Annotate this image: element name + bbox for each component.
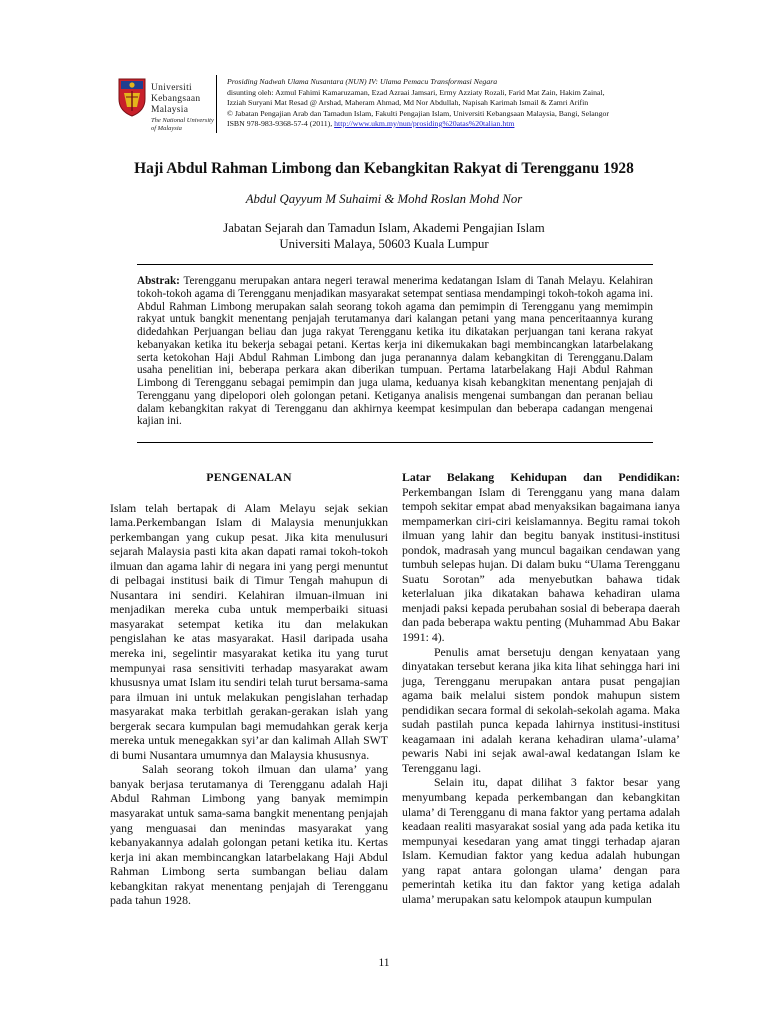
affiliation-line2: Universiti Malaya, 50603 Kuala Lumpur (279, 237, 489, 251)
abstract-label: Abstrak: (137, 275, 180, 287)
editors-line1: disunting oleh: Azmul Fahimi Kamaruzaman, Ezad Azraai Jamsari, Ermy Azziaty Rozali, Farid Mat Zain, Hakim Zainal, (227, 87, 605, 97)
abstract (137, 275, 653, 428)
left-column (110, 470, 388, 908)
logo-name-line1: Universiti (151, 83, 192, 93)
logo-name-line2: Kebangsaan (151, 94, 201, 104)
right-paragraph-1 (402, 470, 680, 645)
header-divider (216, 75, 217, 133)
logo-tagline-line2: of Malaysia (151, 124, 182, 132)
right-paragraph-3: Selain itu, dapat dilihat 3 faktor besar yang menyumbang kepada perkembangan dan kebangkitan ulama’ di Terengganu di mana faktor yang pertama adalah keadaan realiti masyarakat sosial yang ada pada ketika itu mempunyai kesedaran yang amat tinggi terhadap ajaran Islam. Kemudian faktor yang kedua adalah hubungan yang rapat antara golongan ulama’ dengan para pemerintah ketika itu dan faktor yang ketiga adalah ulama’ merupakan satu kelompok ataupun kumpulan (402, 775, 680, 906)
isbn-text: ISBN 978-983-9368-57-4 (2011), (227, 119, 335, 128)
paper-title: Haji Abdul Rahman Limbong dan Kebangkitan Rakyat di Terengganu 1928 (134, 160, 634, 177)
editors-line2: Izziah Suryani Mat Resad @ Arshad, Maheram Ahmad, Md Nor Abdullah, Napisah Karimah Ismail & Zamri Arifin (227, 98, 589, 107)
isbn-line (227, 119, 687, 130)
university-crest-icon (117, 77, 147, 117)
right-paragraph-1-text: Perkembangan Islam di Terengganu yang mana dalam tempoh sekitar empat abad menyaksikan bagaimana ianya mempamerkan ciri-ciri keislamannya. Begitu ramai tokoh ilmuan yang lahir dan begitu banyak institusi-institusi pondok, madrasah yang muncul bagaikan cendawan yang tumbuh selepas hujan. Di dalam buku “Ulama Terengganu Suatu Sorotan” ada menyebutkan bahawa tidak keterlaluan jika dikatakan bahawa kehadiran ulama menjadi paksi kepada perubahan sosial di beberapa daerah dan pada beberapa waktu penting (Muhammad Abu Bakar 1991: 4). (402, 484, 680, 645)
abstract-text: Terengganu merupakan antara negeri terawal menerima kedatangan Islam di Tanah Melayu. Kelahiran tokoh-tokoh agama di Terengganu menjadikan masyarakat setempat sentiasa mendampingi tokoh-tokoh agama ini. Abdul Rahman Limbong merupakan salah seorang tokoh agama dan pemimpin di Terengganu yang memimpin rakyat untuk bangkit menentang penjajah terutamanya dari kalangan petani yang mana penceritaannya kurang didedahkan Perjuangan beliau dan juga rakyat Terengganu ketika itu dikatakan perjuangan tani kerana rakyat kebanyakan ketika itu bekerja sebagai petani. Kertas kerja ini dikemukakan bagi membincangkan latarbelakang serta ketokohan Haji Abdul Rahman Limbong dan juga peranannya dalam kebangkitan di Terengganu.Dalam usaha penelitian ini, beberapa perkara akan diberikan tumpuan. Pertama latarbelakang Haji Abdul Rahman Limbong di Terengganu sebagai pemimpin dan juga ulama, keduanya kisah kebangkitan menentang penjajah di Terengganu yang dipelopori oleh golongan petani. Ketiganya analisis mengenai sumbangan dan peranan beliau dalam kebangkitan rakyat di Terengganu dan akhirnya keempat kesimpulan dan beberapa cadangan mengenai kajian ini. (137, 275, 653, 428)
author-affiliation (110, 220, 658, 252)
abstract-bottom-rule (137, 442, 653, 443)
paper-authors: Abdul Qayyum M Suhaimi & Mohd Roslan Mohd Nor (245, 192, 523, 206)
affiliation-line1: Jabatan Sejarah dan Tamadun Islam, Akademi Pengajian Islam (223, 221, 545, 235)
section-heading-pengenalan: PENGENALAN (206, 470, 292, 484)
proceedings-url-link[interactable]: http://www.ukm.my/nun/prosiding%20atas%20talian.htm (334, 119, 515, 128)
copyright-line: © Jabatan Pengajian Arab dan Tamadun Islam, Fakulti Pengajian Islam, Universiti Kebangsaan Malaysia, Bangi, Selangor (227, 108, 609, 118)
subheading-latar-belakang: Latar Belakang Kehidupan dan Pendidikan: (402, 470, 680, 484)
university-logo-tagline (151, 117, 214, 132)
page-number: 11 (378, 957, 390, 969)
proceedings-header (227, 77, 687, 130)
logo-tagline-line1: The National University (151, 117, 214, 124)
proceedings-title: Prosiding Nadwah Ulama Nusantara (NUN) IV: Ulama Pemacu Transformasi Negara (227, 77, 498, 86)
left-paragraph-2: Salah seorang tokoh ilmuan dan ulama’ yang banyak berjasa terutamanya di Terengganu adalah Haji Abdul Rahman Limbong yang banyak memimpin masyarakat untuk sama-sama bangkit menentang penjajah yang menguasai dan menindas masyarakat yang kebanyakannya adalah golongan petani ketika itu. Kertas kerja ini akan membincangkan latarbelakang Haji Abdul Rahman Limbong serta sumbangan beliau dalam kebangkitan rakyat menentang penjajah di Terengganu pada tahun 1928. (110, 762, 388, 908)
right-paragraph-2: Penulis amat bersetuju dengan kenyataan yang dinyatakan tersebut kerana jika kita lihat sehingga hari ini juga, Terengganu merupakan antara pusat pengajian agama baik melalui sistem pondok mahupun sistem pendidikan secara formal di sekolah-sekolah agama. Maka sudah pastilah punca kepada lahirnya institusi-institusi keagamaan ini adalah kerana kehadiran ulama’-ulama’ pewaris Nabi ini sejak awal-awal kedatangan Islam ke Terengganu lagi. (402, 644, 680, 775)
abstract-top-rule (137, 264, 653, 265)
left-paragraph-1: Islam telah bertapak di Alam Melayu sejak sekian lama.Perkembangan Islam di Malaysia menunjukkan perkembangan yang cukup pesat. Jika kita menulusuri sejarah Malaysia pasti kita akan dapati ramai tokoh-tokoh ilmuan dan agama lahir di negara ini yang pergi menuntut di pelbagai institusi baik di Timur Tengah mahupun di Nusantara ini sendiri. Kelahiran ilmuan-ilmuan ini menjadikan mereka cuba untuk memperbaiki situasi masyarakat setempat ketika itu dan melakukan pengislahan ke atas masyarakat. Hasil daripada usaha mereka ini, segelintir masyarakat ketika itu yang turut mempunyai rasa sensitiviti terhadap masyarakat awam khususnya umat Islam itu sendiri telah turut bersama-sama para ilmuan ini untuk melakukan pengislahan terhadap masyarakat maka terbitlah gerakan-gerakan islah yang bergerak secara kumpulan bagi memudahkan gerak kerja mereka untuk menegakkan syi’ar dan kalimah Allah SWT di bumi Nusantara umumnya dan Malaysia khususnya. (110, 500, 388, 762)
university-logo-name (151, 83, 200, 116)
right-column (402, 470, 680, 906)
logo-name-line3: Malaysia (151, 105, 189, 115)
